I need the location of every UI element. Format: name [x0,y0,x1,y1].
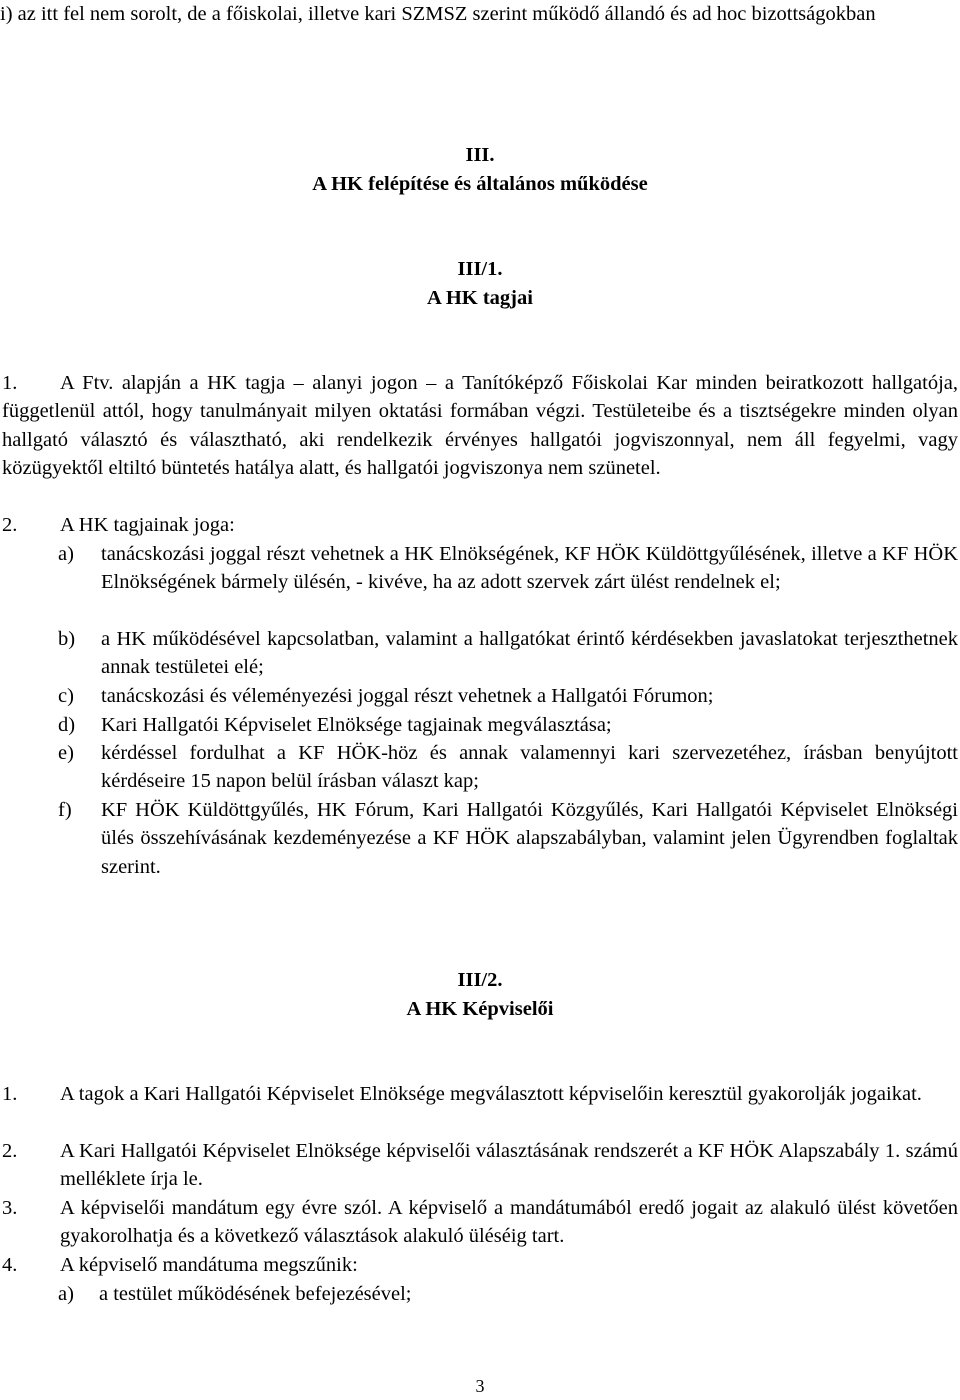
rights-item-d-text: Kari Hallgatói Képviselet Elnöksége tagjainak megválasztása; [101,714,612,736]
chapter-number: III. [465,144,495,166]
rights-item-a-text: tanácskozási joggal részt vehetnek a HK Elnökségének, KF HÖK Küldöttgyűlésének, illetve a KF HÖK Elnökségének bármely ülésén, - kivéve, ha az adott szervek zárt ülést rendelnek el; [101,543,958,594]
section-2-item-4-num: 4. [2,1254,18,1276]
section-1-title: A HK tagjai [427,287,533,309]
chapter-title: A HK felépítése és általános működése [312,173,648,195]
rights-item-f-text: KF HÖK Küldöttgyűlés, HK Fórum, Kari Hallgatói Közgyűlés, Kari Hallgatói Képviselet Elnökségi ülés összehívásának kezdeményezése a KF HÖK alapszabályban, valamint jelen Ügyrendben foglaltak szerint. [101,799,958,878]
rights-item-e [58,739,958,796]
mandate-end-item-a-text: a testület működésének befejezésével; [99,1283,412,1305]
rights-item-c [58,682,958,710]
section-2-item-3-num: 3. [2,1197,18,1219]
rights-item-c-text: tanácskozási és véleményezési joggal részt vehetnek a Hallgatói Fórumon; [101,685,714,707]
mandate-end-item-a [58,1280,958,1308]
section-2-number: III/2. [457,969,503,991]
page-number: 3 [475,1376,485,1396]
section-1-item-2-num: 2. [2,514,18,536]
rights-item-c-label: c) [58,685,74,707]
section-1-item-1-num: 1. [2,372,18,394]
section-1-item-1-text: A Ftv. alapján a HK tagja – alanyi jogon – a Tanítóképző Főiskolai Kar minden beiratkozott hallgatója, függetlenül attól, hogy tanulmányait milyen oktatási formában végzi. Testületeibe és a tisztségekre minden olyan hallgató választó és választható, aki rendelkezik érvényes hallgatói jogviszonnyal, nem áll fegyelmi, vagy közügyektől eltiltó büntetés hatálya alatt, és hallgatói jogviszonya nem szünetel. [2,372,958,479]
rights-item-f [58,796,958,881]
rights-item-e-text: kérdéssel fordulhat a KF HÖK-höz és annak valamennyi kari szervezetéhez, írásban benyújtott kérdéseire 15 napon belül írásban választ kap; [101,742,958,793]
section-2-item-2-text: A Kari Hallgatói Képviselet Elnöksége képviselői választásának rendszerét a KF HÖK Alapszabály 1. számú melléklete írja le. [60,1140,958,1191]
intro-item-text: az itt fel nem sorolt, de a főiskolai, illetve kari SZMSZ szerint működő állandó és ad hoc bizottságokban [17,3,876,25]
section-2-item-3-text: A képviselői mandátum egy évre szól. A képviselő a mandátumából eredő jogait az alakuló ülést követően gyakorolhatja és a következő választások alakuló üléséig tart. [60,1197,958,1248]
section-2-item-1-text: A tagok a Kari Hallgatói Képviselet Elnöksége megválasztott képviselőin keresztül gyakorolják jogaikat. [60,1083,922,1105]
rights-item-f-label: f) [58,799,72,821]
section-1-number: III/1. [457,258,503,280]
rights-item-d-label: d) [58,714,76,736]
section-2-item-4-text: A képviselő mandátuma megszűnik: [60,1254,358,1276]
section-2-title: A HK Képviselői [406,998,554,1020]
rights-item-d [58,711,958,739]
section-2-item-1-num: 1. [2,1083,18,1105]
rights-item-e-label: e) [58,742,74,764]
section-2-item-2-num: 2. [2,1140,18,1162]
rights-item-a [58,540,958,597]
intro-item [0,0,960,28]
rights-item-b [58,625,958,682]
rights-item-b-label: b) [58,628,76,650]
rights-item-a-label: a) [58,543,74,565]
intro-item-label: i) [0,3,13,25]
mandate-end-item-a-label: a) [58,1283,74,1305]
section-1-item-2-text: A HK tagjainak joga: [60,514,235,536]
rights-item-b-text: a HK működésével kapcsolatban, valamint a hallgatókat érintő kérdésekben javaslatokat terjeszthetnek annak testületei elé; [101,628,958,679]
